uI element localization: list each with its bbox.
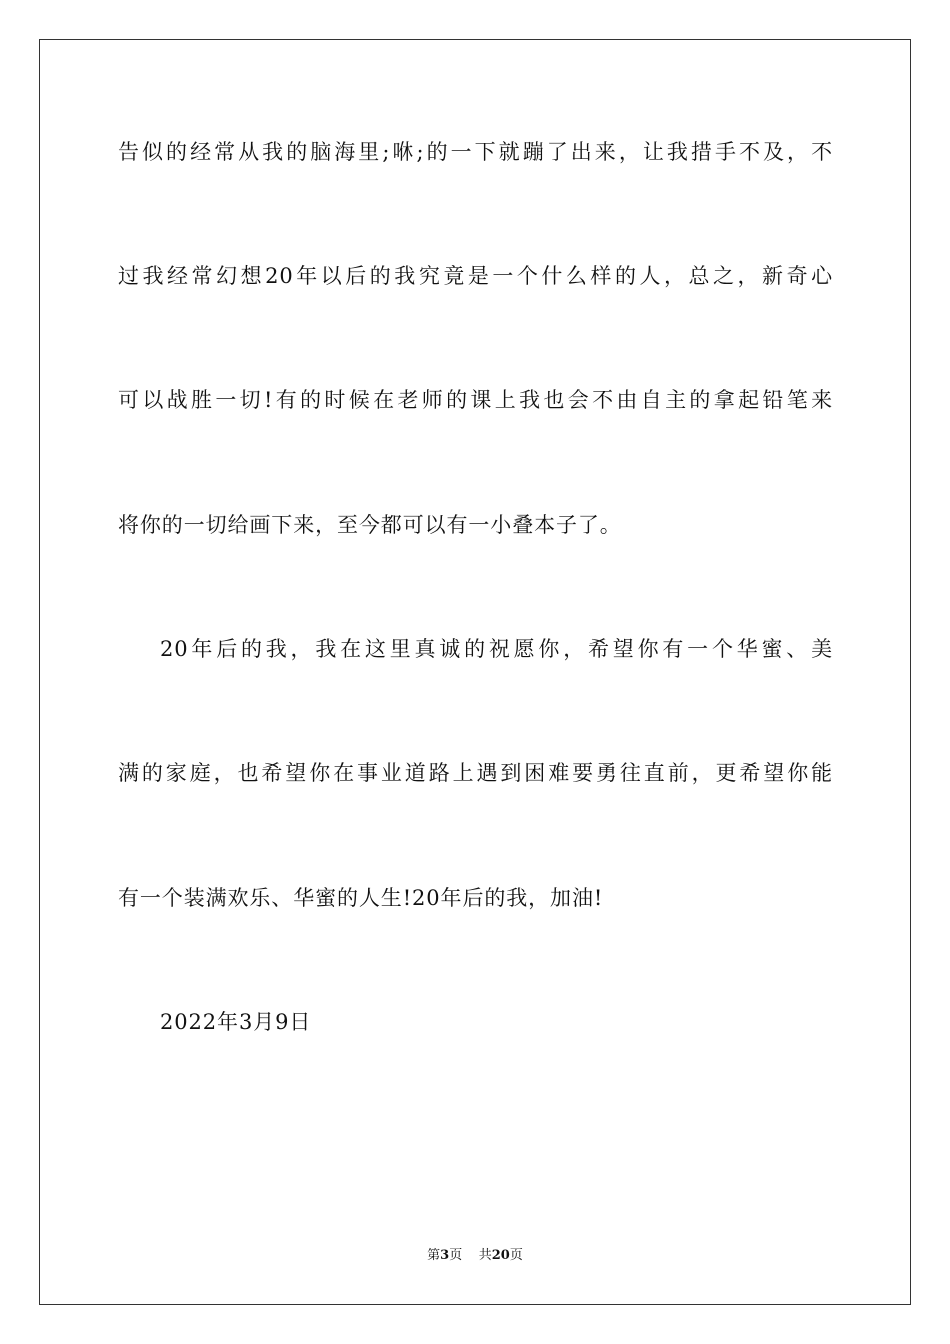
footer-page-prefix: 第 — [427, 1248, 441, 1263]
footer-total-prefix: 共 — [478, 1248, 492, 1263]
page-border — [39, 39, 911, 1305]
body-line-6: 满的家庭，也希望你在事业道路上遇到困难要勇往直前，更希望你能 — [118, 761, 833, 785]
body-line-2: 过我经常幻想20年以后的我究竟是一个什么样的人，总之，新奇心 — [118, 264, 833, 288]
body-line-4: 将你的一切给画下来，至今都可以有一小叠本子了。 — [118, 513, 622, 537]
body-line-3: 可以战胜一切!有的时候在老师的课上我也会不由自主的拿起铅笔来 — [118, 388, 833, 412]
page-footer — [0, 1247, 950, 1265]
date-line: 2022年3月9日 — [160, 1010, 312, 1034]
footer-total-pages: 20 — [491, 1248, 510, 1263]
body-line-1: 告似的经常从我的脑海里;咻;的一下就蹦了出来，让我措手不及，不 — [118, 140, 833, 164]
body-line-7: 有一个装满欢乐、华蜜的人生!20年后的我，加油! — [118, 886, 604, 910]
footer-page-suffix: 页 — [449, 1248, 463, 1263]
footer-page-number: 3 — [440, 1248, 450, 1263]
footer-total-suffix: 页 — [509, 1248, 523, 1263]
body-line-5: 20年后的我，我在这里真诚的祝愿你，希望你有一个华蜜、美 — [160, 637, 833, 661]
